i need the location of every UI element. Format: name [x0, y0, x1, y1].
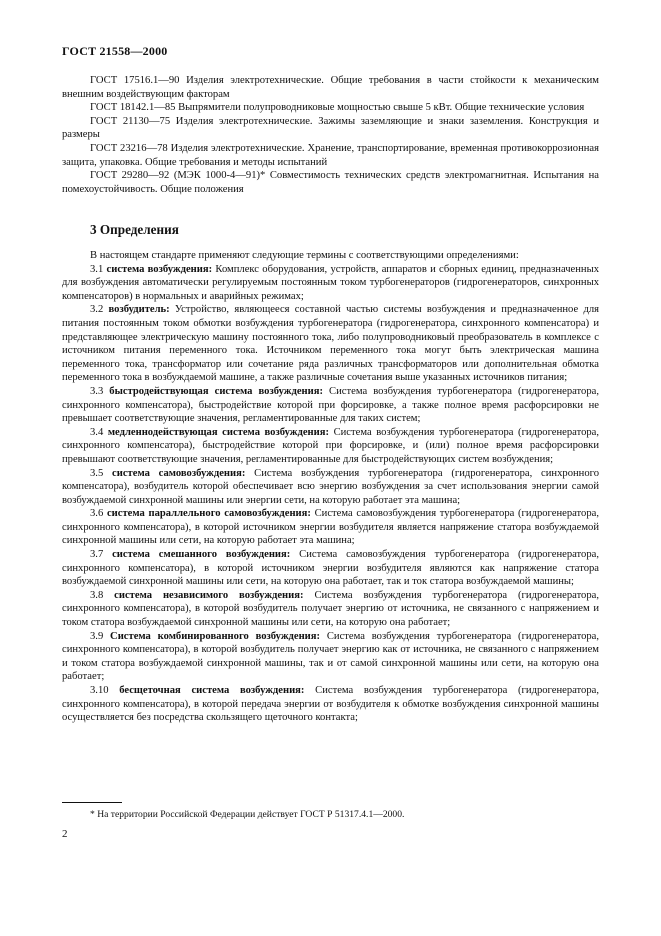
definition-text: Комплекс оборудования, устройств, аппаратов и сборных единиц, предназначенных для возбуждения автоматически регулируемым постоянным током турбогенераторов (гидрогенераторов, синхронных компенсаторов) в нормальных и аварийных режимах; [62, 263, 599, 302]
definition-item [62, 684, 599, 725]
definition-text: Система самовозбуждения турбогенератора (гидрогенератора, синхронного компенсатора), в которой источником энергии возбудителя являются как напряжение статора возбуждаемой синхронной машины или сети, на которую она работает, так и ток статора возбуждаемой машины; [62, 549, 599, 588]
definition-term: система самовозбуждения: [112, 467, 246, 479]
definition-item [62, 263, 599, 304]
page-number: 2 [62, 828, 68, 840]
reference-item: ГОСТ 29280—92 (МЭК 1000-4—91)* Совместимость технических средств электромагнитная. Испытания на помехоустойчивость. Общие положения [62, 170, 599, 195]
footnote-divider [62, 802, 122, 803]
definition-number: 3.2 [90, 304, 104, 316]
definition-number: 3.6 [90, 508, 104, 520]
definition-term: возбудитель: [108, 304, 170, 316]
definition-text: Система возбуждения турбогенератора (гидрогенератора, синхронного компенсатора), в которой возбудитель получает энергию как от источника, не связанного с напряжением и током статора возбуждаемой синхронной машины, так и от самой синхронной машины или сети, на которую она работает; [62, 630, 600, 683]
definition-term: бесщеточная система возбуждения: [119, 685, 305, 696]
definitions-block [62, 249, 599, 725]
definition-term: Система комбинированного возбуждения: [110, 630, 321, 642]
definition-number: 3.9 [90, 630, 104, 642]
definition-number: 3.7 [90, 549, 104, 561]
definition-item [62, 630, 599, 684]
definition-item [62, 589, 599, 630]
definition-number: 3.8 [90, 589, 104, 601]
section-title: 3 Определения [90, 222, 179, 237]
definition-item [62, 467, 599, 508]
definition-term: система возбуждения: [106, 263, 213, 275]
definition-item [62, 507, 599, 548]
definition-item [62, 548, 599, 589]
definition-term: система независимого возбуждения: [114, 589, 304, 601]
definition-text: Система возбуждения турбогенератора (гидрогенератора, синхронного компенсатора), возбудитель которой обеспечивает всю энергию возбуждения за счет использования энергии самой возбуждаемой синхронной машины или энергии сети, на которую работает эта машина; [62, 467, 600, 506]
definition-number: 3.4 [90, 426, 104, 438]
definition-item [62, 385, 599, 426]
reference-item: ГОСТ 23216—78 Изделия электротехнические. Хранение, транспортирование, временная противокоррозионная защита, упаковка. Общие требования и методы испытаний [62, 142, 599, 168]
reference-item: ГОСТ 18142.1—85 Выпрямители полупроводниковые мощностью свыше 5 кВт. Общие технические условия [90, 102, 585, 114]
definition-term: медленнодействующая система возбуждения: [107, 426, 329, 438]
definition-term: система смешанного возбуждения: [112, 549, 291, 561]
definition-text: Система возбуждения турбогенератора (гидрогенератора, синхронного компенсатора), в которой возбудитель получает энергию от источника, не связанного с напряжением и током статора возбуждаемой синхронной машины или сети, на которую она работает; [62, 589, 599, 629]
definitions-intro: В настоящем стандарте применяют следующие термины с соответствующими определениями: [90, 250, 519, 261]
footnote: * На территории Российской Федерации действует ГОСТ Р 51317.4.1—2000. [90, 809, 405, 820]
normative-references [62, 74, 599, 196]
definition-text: Система самовозбуждения турбогенератора (гидрогенератора, синхронного компенсатора), в которой источником энергии возбудителя является напряжение статора возбуждаемой синхронной машины или сети, на которую работает эта машина; [62, 508, 599, 547]
definition-number: 3.10 [90, 685, 109, 696]
definition-number: 3.3 [90, 385, 104, 397]
definition-term: система параллельного самовозбуждения: [106, 508, 311, 520]
definition-number: 3.5 [90, 467, 104, 479]
definition-term: быстродействующая система возбуждения: [109, 385, 323, 397]
reference-item: ГОСТ 21130—75 Изделия электротехнические. Зажимы заземляющие и знаки заземления. Конструкция и размеры [62, 115, 599, 141]
definition-item [62, 303, 599, 385]
definition-item [62, 426, 599, 467]
definition-text: Система возбуждения турбогенератора (гидрогенератора, синхронного компенсатора), в которой передача энергии от возбудителя к обмотке возбуждения синхронной машины осуществляется без посредства скользящего щеточного контакта; [62, 685, 599, 724]
definition-text: Система возбуждения турбогенератора (гидрогенератора, синхронного компенсатора), быстродействие которой при форсировке, и (или) полное время расфорсировки превышают соответствующие значения, регламентированные для быстродействующих систем возбуждения; [62, 426, 600, 465]
document-header: ГОСТ 21558—2000 [62, 44, 168, 58]
definition-text: Устройство, являющееся составной частью системы возбуждения и предназначенное для питания постоянным током обмотки возбуждения турбогенератора (гидрогенератора, синхронного компенсатора) и представляющее электрическую машину постоянного тока, либо полупроводниковый преобразователь в комплексе с источником питания переменного тока. Источником переменного тока могут быть электрическая машина переменного тока, трансформатор или сочетание ряда различных трансформаторов или дополнительная обмотка переменного тока в возбуждаемой машине, а также различные сочетания выше указанных источников питания; [62, 304, 599, 384]
definition-text: Система возбуждения турбогенератора (гидрогенератора, синхронного компенсатора), быстродействие которой при форсировке, а также полное время расфорсировки не превышает соответствующие значения, регламентированные для таких систем; [62, 385, 599, 425]
definition-number: 3.1 [90, 263, 104, 275]
reference-item: ГОСТ 17516.1—90 Изделия электротехнические. Общие требования в части стойкости к механическим внешним воздействующим факторам [62, 75, 599, 100]
